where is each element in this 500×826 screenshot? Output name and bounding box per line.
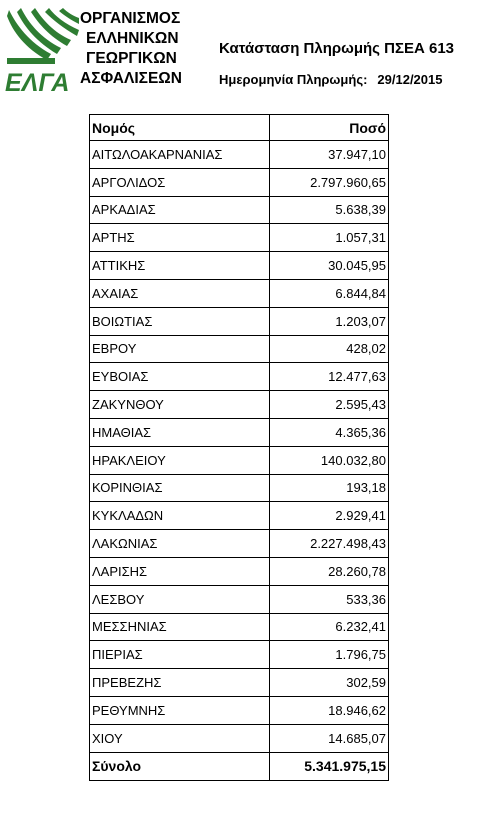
table-row <box>90 224 389 252</box>
payment-date <box>219 72 442 87</box>
cell-nomos: ΚΟΡΙΝΘΙΑΣ <box>90 474 270 502</box>
table-row <box>90 641 389 669</box>
table-row <box>90 446 389 474</box>
table-row <box>90 279 389 307</box>
cell-nomos: ΑΤΤΙΚΗΣ <box>90 252 270 280</box>
table-row <box>90 168 389 196</box>
org-name-line: ΓΕΩΡΓΙΚΩΝ <box>86 50 177 67</box>
table-row <box>90 363 389 391</box>
cell-poso: 6.844,84 <box>270 279 389 307</box>
cell-poso: 30.045,95 <box>270 252 389 280</box>
cell-nomos: ΑΙΤΩΛΟΑΚΑΡΝΑΝΙΑΣ <box>90 141 270 169</box>
elga-logo-text: ΕΛΓΑ <box>5 69 70 97</box>
cell-nomos: ΠΡΕΒΕΖΗΣ <box>90 669 270 697</box>
cell-poso: 302,59 <box>270 669 389 697</box>
cell-poso: 6.232,41 <box>270 613 389 641</box>
table-header-row <box>90 115 389 141</box>
payment-date-label: Ημερομηνία Πληρωμής: <box>219 72 368 87</box>
total-value: 5.341.975,15 <box>270 752 389 780</box>
cell-poso: 533,36 <box>270 585 389 613</box>
cell-poso: 2.797.960,65 <box>270 168 389 196</box>
column-header-nomos: Νομός <box>90 115 270 141</box>
organization-name <box>80 9 182 89</box>
table-row <box>90 502 389 530</box>
table-row <box>90 307 389 335</box>
cell-poso: 193,18 <box>270 474 389 502</box>
table-row <box>90 474 389 502</box>
cell-poso: 37.947,10 <box>270 141 389 169</box>
org-name-line: ΕΛΛΗΝΙΚΩΝ <box>86 30 179 47</box>
payments-table <box>89 114 389 781</box>
table-row <box>90 335 389 363</box>
cell-poso: 2.929,41 <box>270 502 389 530</box>
cell-nomos: ΑΡΤΗΣ <box>90 224 270 252</box>
cell-nomos: ΑΡΓΟΛΙΔΟΣ <box>90 168 270 196</box>
cell-poso: 140.032,80 <box>270 446 389 474</box>
cell-nomos: ΛΑΚΩΝΙΑΣ <box>90 530 270 558</box>
table-row <box>90 252 389 280</box>
cell-poso: 18.946,62 <box>270 696 389 724</box>
cell-nomos: ΡΕΘΥΜΝΗΣ <box>90 696 270 724</box>
cell-nomos: ΠΙΕΡΙΑΣ <box>90 641 270 669</box>
cell-nomos: ΚΥΚΛΑΔΩΝ <box>90 502 270 530</box>
total-label: Σύνολο <box>90 752 270 780</box>
column-header-poso: Ποσό <box>270 115 389 141</box>
cell-nomos: ΗΡΑΚΛΕΙΟΥ <box>90 446 270 474</box>
table-row <box>90 696 389 724</box>
cell-nomos: ΑΧΑΙΑΣ <box>90 279 270 307</box>
table-row <box>90 391 389 419</box>
cell-poso: 1.057,31 <box>270 224 389 252</box>
cell-poso: 1.796,75 <box>270 641 389 669</box>
table-row <box>90 613 389 641</box>
table-row <box>90 141 389 169</box>
cell-poso: 5.638,39 <box>270 196 389 224</box>
cell-poso: 428,02 <box>270 335 389 363</box>
document-title: Κατάσταση Πληρωμής ΠΣΕΑ 613 <box>219 40 455 57</box>
cell-nomos: ΑΡΚΑΔΙΑΣ <box>90 196 270 224</box>
cell-nomos: ΕΥΒΟΙΑΣ <box>90 363 270 391</box>
cell-poso: 2.227.498,43 <box>270 530 389 558</box>
table-row <box>90 557 389 585</box>
cell-nomos: ΗΜΑΘΙΑΣ <box>90 418 270 446</box>
cell-poso: 14.685,07 <box>270 724 389 752</box>
payment-date-value: 29/12/2015 <box>377 72 443 87</box>
cell-nomos: ΒΟΙΩΤΙΑΣ <box>90 307 270 335</box>
cell-poso: 1.203,07 <box>270 307 389 335</box>
org-name-line: ΟΡΓΑΝΙΣΜΟΣ <box>80 10 181 27</box>
cell-poso: 28.260,78 <box>270 557 389 585</box>
cell-nomos: ΧΙΟΥ <box>90 724 270 752</box>
cell-nomos: ΕΒΡΟΥ <box>90 335 270 363</box>
table-row <box>90 418 389 446</box>
cell-nomos: ΛΑΡΙΣΗΣ <box>90 557 270 585</box>
cell-nomos: ΜΕΣΣΗΝΙΑΣ <box>90 613 270 641</box>
cell-nomos: ΖΑΚΥΝΘΟΥ <box>90 391 270 419</box>
table-row <box>90 669 389 697</box>
elga-logo-icon <box>7 8 79 68</box>
total-row <box>90 752 389 780</box>
table-row <box>90 530 389 558</box>
cell-nomos: ΛΕΣΒΟΥ <box>90 585 270 613</box>
table-row <box>90 196 389 224</box>
org-name-line: ΑΣΦΑΛΙΣΕΩΝ <box>80 70 182 87</box>
cell-poso: 4.365,36 <box>270 418 389 446</box>
table-row <box>90 724 389 752</box>
cell-poso: 2.595,43 <box>270 391 389 419</box>
table-row <box>90 585 389 613</box>
cell-poso: 12.477,63 <box>270 363 389 391</box>
